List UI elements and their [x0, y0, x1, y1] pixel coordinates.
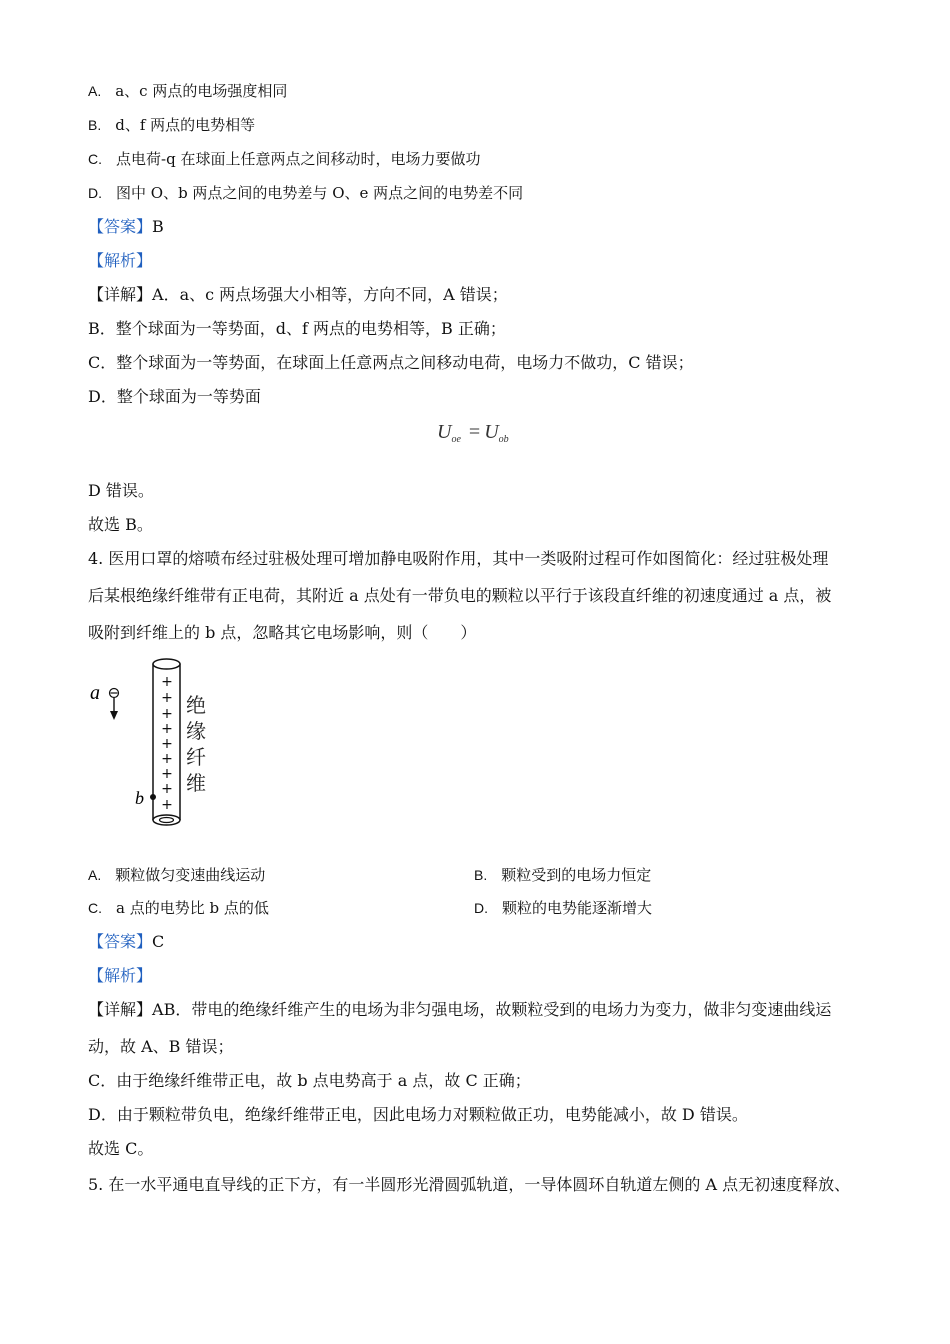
fiber-label-char: 维: [186, 771, 206, 795]
formula-equals: =: [468, 421, 481, 443]
q4-analysis-heading: [88, 965, 152, 987]
fiber-label-char: 纤: [186, 745, 206, 769]
detail-text: A．a、c 两点场强大小相等，方向不同，A 错误；: [152, 285, 508, 304]
option-text: 图中 O、b 两点之间的电势差与 O、e 两点之间的电势差不同: [116, 184, 524, 202]
fiber-label-char: 缘: [186, 719, 206, 743]
q3-answer: [88, 216, 164, 238]
q4-detail-d: D．由于颗粒带负电，绝缘纤维带正电，因此电场力对颗粒做正功，电势能减小，故 D 错误。: [88, 1105, 748, 1124]
analysis-tag: 【解析】: [88, 966, 153, 985]
q5-stem: 5. 在一水平通电直导线的正下方，有一半圆形光滑圆弧轨道，一导体圆环自轨道左侧的 A 点无初速度释放、: [88, 1175, 851, 1194]
q4-answer: [88, 931, 164, 953]
option-text: 点电荷-q 在球面上任意两点之间移动时，电场力要做功: [116, 150, 481, 168]
q3-detail-b: B．整个球面为一等势面，d、f 两点的电势相等，B 正确；: [88, 319, 506, 338]
option-letter: B.: [474, 867, 488, 883]
answer-value: C: [152, 932, 165, 951]
option-letter: D.: [474, 900, 488, 916]
q4-option-b: [474, 864, 651, 886]
plus-sign: +: [161, 674, 173, 690]
q3-option-c: [88, 148, 480, 170]
answer-tag: 【答案】: [88, 932, 153, 951]
plus-sign: +: [161, 736, 173, 752]
point-b: [150, 794, 156, 800]
q4-stem: [88, 540, 878, 651]
q3-analysis-heading: [88, 250, 152, 272]
option-letter: B.: [88, 117, 102, 133]
option-text: a 点的电势比 b 点的低: [116, 899, 269, 917]
velocity-arrow-head: [110, 711, 118, 720]
plus-sign: +: [161, 721, 173, 737]
fiber-top-end: [153, 659, 180, 669]
option-letter: A.: [88, 867, 102, 883]
formula-right: U: [484, 421, 499, 443]
answer-value: B: [152, 217, 164, 236]
option-text: 颗粒做匀变速曲线运动: [115, 866, 266, 884]
q3-option-a: [88, 80, 287, 102]
option-text: 颗粒受到的电场力恒定: [501, 866, 652, 884]
option-letter: D.: [88, 185, 102, 201]
q4-detail-c: C．由于绝缘纤维带正电，故 b 点电势高于 a 点，故 C 正确；: [88, 1071, 531, 1090]
plus-sign: +: [161, 751, 173, 767]
detail-text: AB．带电的绝缘纤维产生的电场为非匀强电场，故颗粒受到的电场力为变力，做非匀变速曲线运: [152, 1000, 832, 1019]
q4-stem-line: 4. 医用口罩的熔喷布经过驻极处理可增加静电吸附作用，其中一类吸附过程可作如图简化：经过驻极处理: [88, 549, 829, 568]
detail-tag: 【详解】: [88, 285, 153, 304]
answer-tag: 【答案】: [88, 217, 153, 236]
q4-detail-ab: [88, 999, 831, 1021]
formula-left-sub: oe: [451, 434, 461, 445]
label-a: a: [90, 682, 100, 704]
option-letter: C.: [88, 900, 102, 916]
q4-option-a: [88, 864, 265, 886]
q3-detail-c: C．整个球面为一等势面，在球面上任意两点之间移动电荷，电场力不做功，C 错误；: [88, 353, 694, 372]
plus-sign: +: [161, 781, 173, 797]
fiber-diagram: [86, 656, 226, 836]
q4-stem-line: 吸附到纤维上的 b 点，忽略其它电场影响，则（ ）: [88, 623, 477, 642]
q3-option-d: [88, 182, 523, 204]
formula-left: U: [437, 421, 452, 443]
analysis-tag: 【解析】: [88, 251, 153, 270]
q4-stem-line: 后某根绝缘纤维带有正电荷，其附近 a 点处有一带负电的颗粒以平行于该段直纤维的初速度通过 a 点，被: [88, 586, 832, 605]
q3-detail-d: D．整个球面为一等势面: [88, 387, 261, 406]
label-b: b: [135, 788, 144, 808]
q4-conclusion: 故选 C。: [88, 1139, 154, 1158]
detail-tag: 【详解】: [88, 1000, 153, 1019]
q3-d-wrong: D 错误。: [88, 481, 154, 500]
q3-detail-a: [88, 284, 508, 306]
option-text: 颗粒的电势能逐渐增大: [502, 899, 653, 917]
potential-difference-formula: [437, 421, 509, 445]
plus-sign: +: [161, 766, 173, 782]
fiber-bottom-end: [153, 815, 180, 825]
formula-right-sub: ob: [498, 434, 509, 445]
option-letter: A.: [88, 83, 102, 99]
fiber-label-char: 绝: [186, 693, 206, 717]
plus-sign: +: [161, 797, 173, 813]
q3-option-b: [88, 114, 255, 136]
q4-option-c: [88, 897, 269, 919]
plus-sign: +: [161, 690, 173, 706]
option-letter: C.: [88, 151, 102, 167]
option-text: d、f 两点的电势相等: [115, 116, 256, 134]
q4-option-d: [474, 897, 652, 919]
plus-sign: +: [161, 706, 173, 722]
q4-detail-ab-cont: 动，故 A、B 错误；: [88, 1037, 234, 1056]
q3-conclusion: 故选 B。: [88, 515, 153, 534]
option-text: a、c 两点的电场强度相同: [115, 82, 288, 100]
